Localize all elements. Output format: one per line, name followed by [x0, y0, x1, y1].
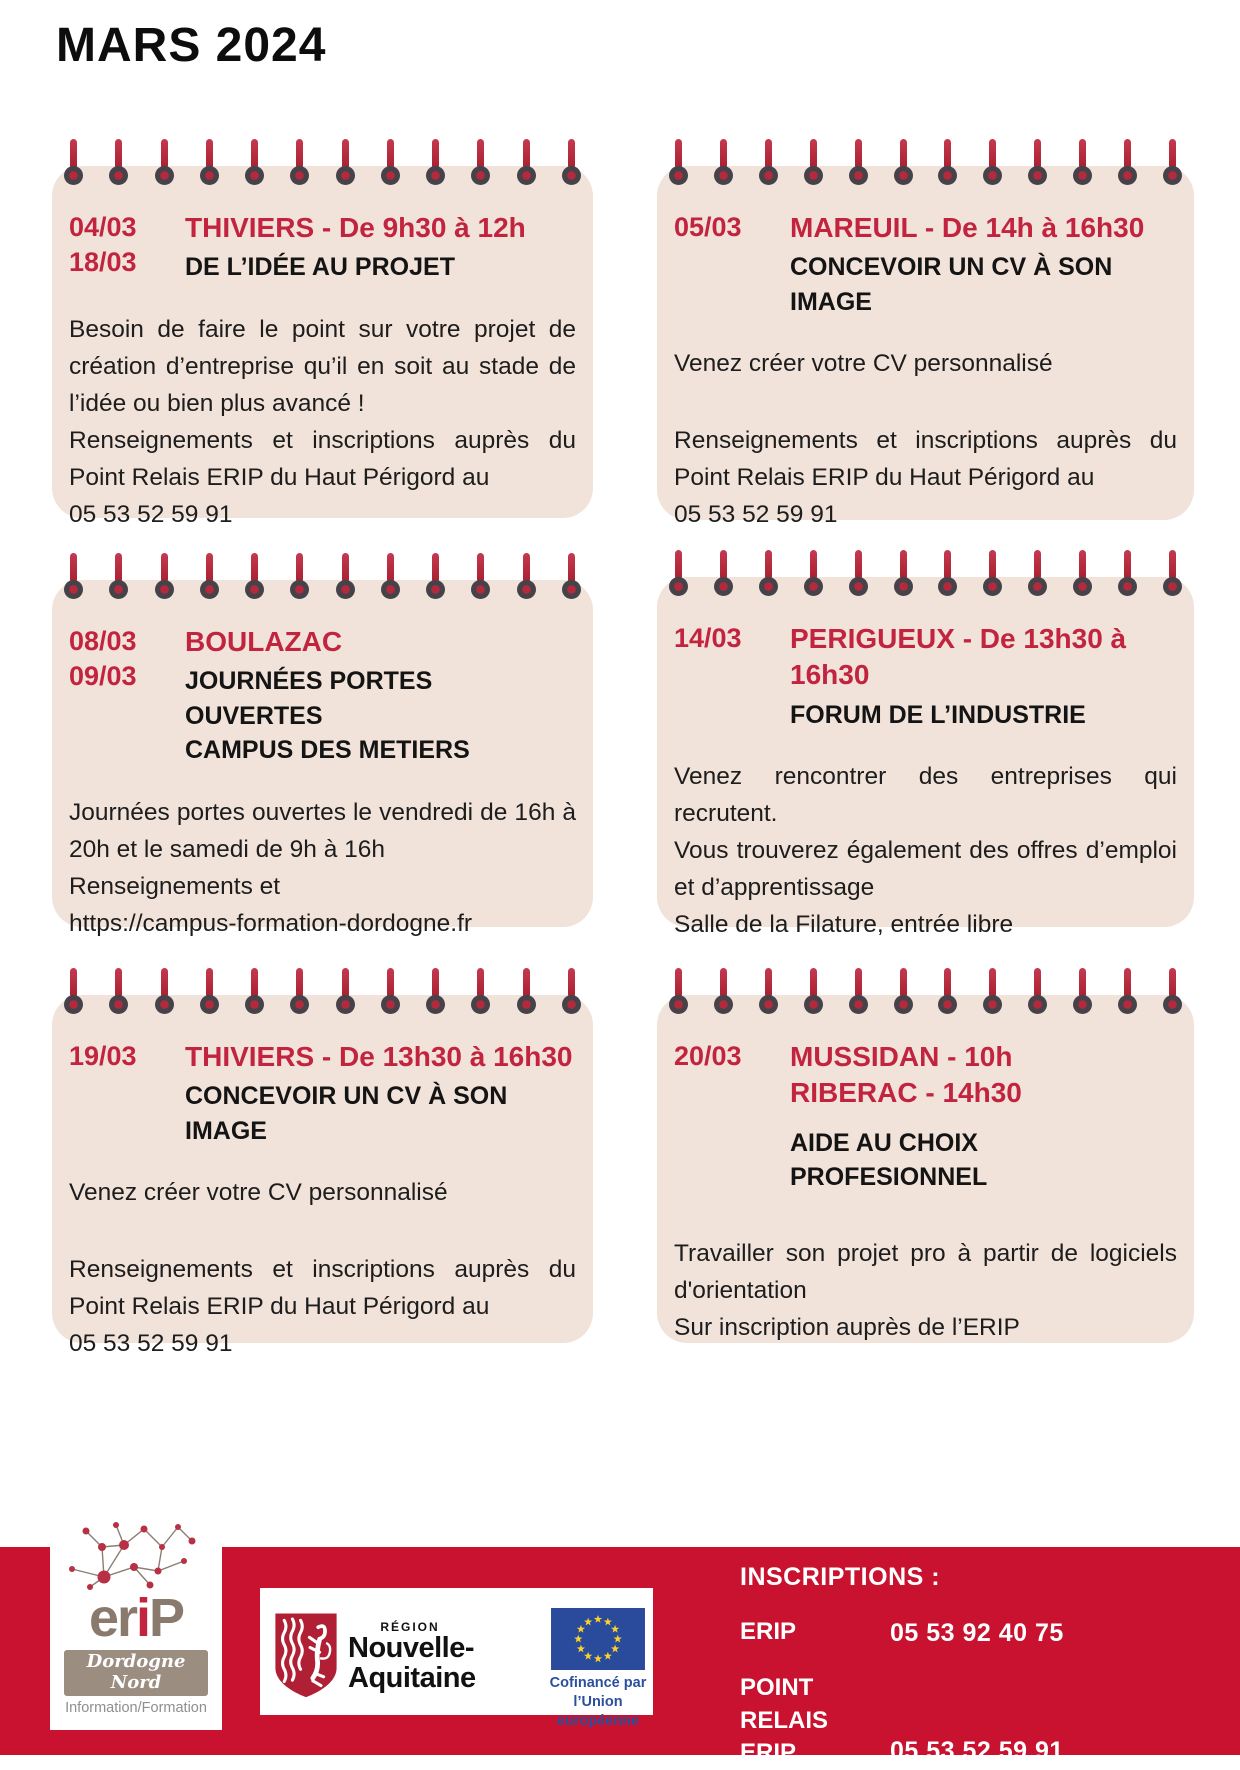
event-title: RIBERAC - 14h30: [790, 1077, 1022, 1109]
event-text: Renseignements et inscriptions auprès du Point Relais ERIP du Haut Périgord au: [69, 1256, 576, 1321]
event-subtitle: DE L’IDÉE AU PROJET: [185, 253, 455, 282]
eu-caption-line: l’Union européenne: [556, 1693, 640, 1729]
binder-pins-row: [669, 550, 1182, 596]
inscriptions-block: [740, 1563, 1170, 1770]
event-phone: 05 53 52 59 91: [69, 1330, 233, 1358]
binder-pin-icon: [517, 968, 536, 1014]
binder-pin-icon: [200, 553, 219, 599]
erip-wordmark-er: er: [88, 1588, 136, 1648]
binder-pin-icon: [714, 139, 733, 185]
binder-pin-icon: [381, 139, 400, 185]
binder-pins-row: [669, 968, 1182, 1014]
binder-pin-icon: [983, 550, 1002, 596]
binder-pin-icon: [1163, 139, 1182, 185]
event-title: MUSSIDAN - 10h: [790, 1041, 1013, 1072]
binder-pin-icon: [336, 139, 355, 185]
binder-pin-icon: [155, 139, 174, 185]
binder-pin-icon: [381, 968, 400, 1014]
event-description: [674, 345, 1177, 533]
binder-pin-icon: [245, 968, 264, 1014]
event-description: [69, 1174, 576, 1362]
binder-pin-icon: [759, 968, 778, 1014]
event-subtitle: CAMPUS DES METIERS: [185, 736, 470, 765]
binder-pin-icon: [759, 550, 778, 596]
contact-phone: 05 53 92 40 75: [890, 1619, 1064, 1648]
binder-pin-icon: [1028, 550, 1047, 596]
binder-pin-icon: [714, 550, 733, 596]
binder-pin-icon: [804, 968, 823, 1014]
binder-pin-icon: [1073, 139, 1092, 185]
region-label: RÉGION: [380, 1620, 440, 1634]
event-description: [674, 1235, 1177, 1346]
binder-pin-icon: [336, 553, 355, 599]
event-card-thiviers-projet: [52, 166, 593, 528]
binder-pin-icon: [562, 553, 581, 599]
event-title: MAREUIL - De 14h à 16h30: [790, 212, 1145, 243]
eu-flag-icon: [548, 1608, 648, 1670]
event-subtitle: JOURNÉES PORTES OUVERTES: [185, 667, 433, 730]
event-dates: [69, 1039, 153, 1148]
event-subtitle: FORUM DE L’INDUSTRIE: [790, 700, 1086, 729]
event-text: Renseignements et: [69, 872, 281, 900]
binder-pin-icon: [938, 550, 957, 596]
event-text: Salle de la Filature, entrée libre: [674, 911, 1014, 939]
event-text: Vous trouverez également des offres d’emploi et d’apprentissage: [674, 837, 1177, 902]
erip-network-icon: [62, 1519, 210, 1591]
binder-pin-icon: [1118, 968, 1137, 1014]
event-subtitle: AIDE AU CHOIX PROFESIONNEL: [790, 1128, 988, 1192]
event-phone: 05 53 52 59 91: [674, 501, 838, 529]
event-dates: [69, 624, 153, 768]
contact-phone: 05 53 52 59 91: [890, 1736, 1064, 1765]
event-date: 18/03: [69, 247, 137, 278]
binder-pin-icon: [1163, 550, 1182, 596]
binder-pin-icon: [290, 139, 309, 185]
binder-pin-icon: [849, 139, 868, 185]
binder-pin-icon: [426, 139, 445, 185]
binder-pin-icon: [64, 139, 83, 185]
event-date: 20/03: [674, 1041, 742, 1071]
event-date: 09/03: [69, 661, 137, 692]
event-text: Venez créer votre CV personnalisé: [674, 350, 1053, 378]
event-dates: [674, 621, 758, 732]
event-text: Sur inscription auprès de l’ERIP: [674, 1313, 1020, 1341]
event-url: https://campus-formation-dordogne.fr: [69, 909, 473, 937]
event-card-thiviers-cv: [52, 995, 593, 1358]
binder-pin-icon: [1118, 139, 1137, 185]
region-name: [348, 1620, 476, 1694]
binder-pin-icon: [849, 968, 868, 1014]
binder-pin-icon: [109, 553, 128, 599]
event-header: [69, 210, 576, 285]
erip-tagline: Information/Formation: [65, 1700, 207, 1716]
event-description: [674, 758, 1177, 943]
binder-pin-icon: [759, 139, 778, 185]
binder-pin-icon: [155, 553, 174, 599]
binder-pin-icon: [804, 550, 823, 596]
binder-pin-icon: [938, 968, 957, 1014]
binder-pin-icon: [562, 139, 581, 185]
event-card-boulazac-jpo: [52, 580, 593, 937]
binder-pin-icon: [471, 553, 490, 599]
binder-pin-icon: [894, 139, 913, 185]
binder-pin-icon: [471, 968, 490, 1014]
region-eu-logo-box: [260, 1588, 653, 1729]
binder-pin-icon: [336, 968, 355, 1014]
contact-name-line: ERIP: [740, 1618, 797, 1645]
binder-pin-icon: [983, 139, 1002, 185]
binder-pin-icon: [1163, 968, 1182, 1014]
binder-pin-icon: [245, 553, 264, 599]
eu-caption-line: Cofinancé par: [549, 1675, 647, 1691]
event-card-perigueux-forum: [657, 577, 1194, 939]
erip-wordmark: [50, 1588, 222, 1648]
event-description: [69, 794, 576, 942]
binder-pin-icon: [983, 968, 1002, 1014]
contact-name-line: POINT: [740, 1674, 814, 1702]
event-card-mareuil-cv: [657, 166, 1194, 529]
event-dates: [674, 1039, 758, 1195]
binder-pin-icon: [669, 968, 688, 1014]
binder-pin-icon: [471, 139, 490, 185]
event-dates: [674, 210, 758, 319]
erip-logo: [50, 1513, 222, 1730]
binder-pins-row: [64, 553, 581, 599]
event-title: PERIGUEUX - De 13h30 à 16h30: [790, 623, 1127, 691]
event-date: 04/03: [69, 212, 137, 242]
event-text: Besoin de faire le point sur votre projet de création d’entreprise qu’il en soit au stade de l’idée ou bien plus avancé !: [69, 315, 576, 417]
inscriptions-label: INSCRIPTIONS :: [740, 1563, 941, 1591]
event-header: [674, 1039, 1177, 1195]
erip-wordmark-p: P: [149, 1588, 184, 1648]
event-subtitle: CONCEVOIR UN CV À SON IMAGE: [790, 253, 1113, 316]
event-title: BOULAZAC: [185, 626, 343, 657]
contact-name-line: RELAIS ERIP: [740, 1706, 829, 1767]
binder-pin-icon: [517, 139, 536, 185]
binder-pin-icon: [1073, 550, 1092, 596]
contact-name: [740, 1616, 890, 1648]
binder-pin-icon: [381, 553, 400, 599]
event-dates: [69, 210, 153, 285]
contact-row-erip: [740, 1616, 1170, 1648]
event-text: Renseignements et inscriptions auprès du Point Relais ERIP du Haut Périgord au: [69, 426, 576, 491]
event-header: [69, 1039, 576, 1148]
event-title: THIVIERS - De 9h30 à 12h: [185, 212, 526, 243]
erip-wordmark-i: i: [136, 1588, 150, 1648]
region-name-line: Aquitaine: [348, 1661, 476, 1694]
binder-pin-icon: [290, 968, 309, 1014]
binder-pin-icon: [669, 550, 688, 596]
event-text: Renseignements et inscriptions auprès du Point Relais ERIP du Haut Périgord au: [674, 427, 1177, 492]
binder-pin-icon: [109, 139, 128, 185]
nouvelle-aquitaine-shield-logo: [272, 1608, 340, 1702]
event-card-mussidan-riberac: [657, 995, 1194, 1343]
binder-pin-icon: [64, 553, 83, 599]
event-header: [674, 210, 1177, 319]
binder-pins-row: [669, 139, 1182, 185]
binder-pin-icon: [714, 968, 733, 1014]
binder-pin-icon: [200, 968, 219, 1014]
binder-pin-icon: [894, 968, 913, 1014]
binder-pin-icon: [109, 968, 128, 1014]
binder-pin-icon: [1028, 968, 1047, 1014]
binder-pin-icon: [562, 968, 581, 1014]
event-text: Travailler son projet pro à partir de logiciels d'orientation: [674, 1239, 1177, 1304]
binder-pin-icon: [1118, 550, 1137, 596]
binder-pin-icon: [849, 550, 868, 596]
event-text: Journées portes ouvertes le vendredi de 16h à 20h et le samedi de 9h à 16h: [69, 798, 576, 863]
binder-pin-icon: [290, 553, 309, 599]
binder-pin-icon: [804, 139, 823, 185]
binder-pin-icon: [1073, 968, 1092, 1014]
binder-pin-icon: [426, 968, 445, 1014]
binder-pin-icon: [64, 968, 83, 1014]
event-date: 14/03: [674, 623, 742, 653]
erip-ribbon: Dordogne Nord: [64, 1650, 208, 1696]
event-header: [674, 621, 1177, 732]
binder-pin-icon: [938, 139, 957, 185]
event-phone: 05 53 52 59 91: [69, 500, 233, 528]
event-header: [69, 624, 576, 768]
binder-pin-icon: [894, 550, 913, 596]
binder-pins-row: [64, 139, 581, 185]
event-description: [69, 311, 576, 533]
binder-pin-icon: [426, 553, 445, 599]
event-subtitle: CONCEVOIR UN CV À SON IMAGE: [185, 1082, 508, 1145]
event-date: 19/03: [69, 1041, 137, 1071]
event-text: Venez rencontrer des entreprises qui recrutent.: [674, 763, 1177, 828]
binder-pins-row: [64, 968, 581, 1014]
eu-cofinance-caption: [536, 1674, 660, 1731]
binder-pin-icon: [155, 968, 174, 1014]
binder-pin-icon: [200, 139, 219, 185]
event-title: THIVIERS - De 13h30 à 16h30: [185, 1041, 573, 1072]
event-date: 08/03: [69, 626, 137, 656]
region-name-line: Nouvelle-: [348, 1632, 475, 1664]
event-date: 05/03: [674, 212, 742, 242]
binder-pin-icon: [1028, 139, 1047, 185]
event-text: Venez créer votre CV personnalisé: [69, 1179, 448, 1207]
page-title: MARS 2024: [56, 19, 327, 72]
binder-pin-icon: [517, 553, 536, 599]
binder-pin-icon: [245, 139, 264, 185]
binder-pin-icon: [669, 139, 688, 185]
